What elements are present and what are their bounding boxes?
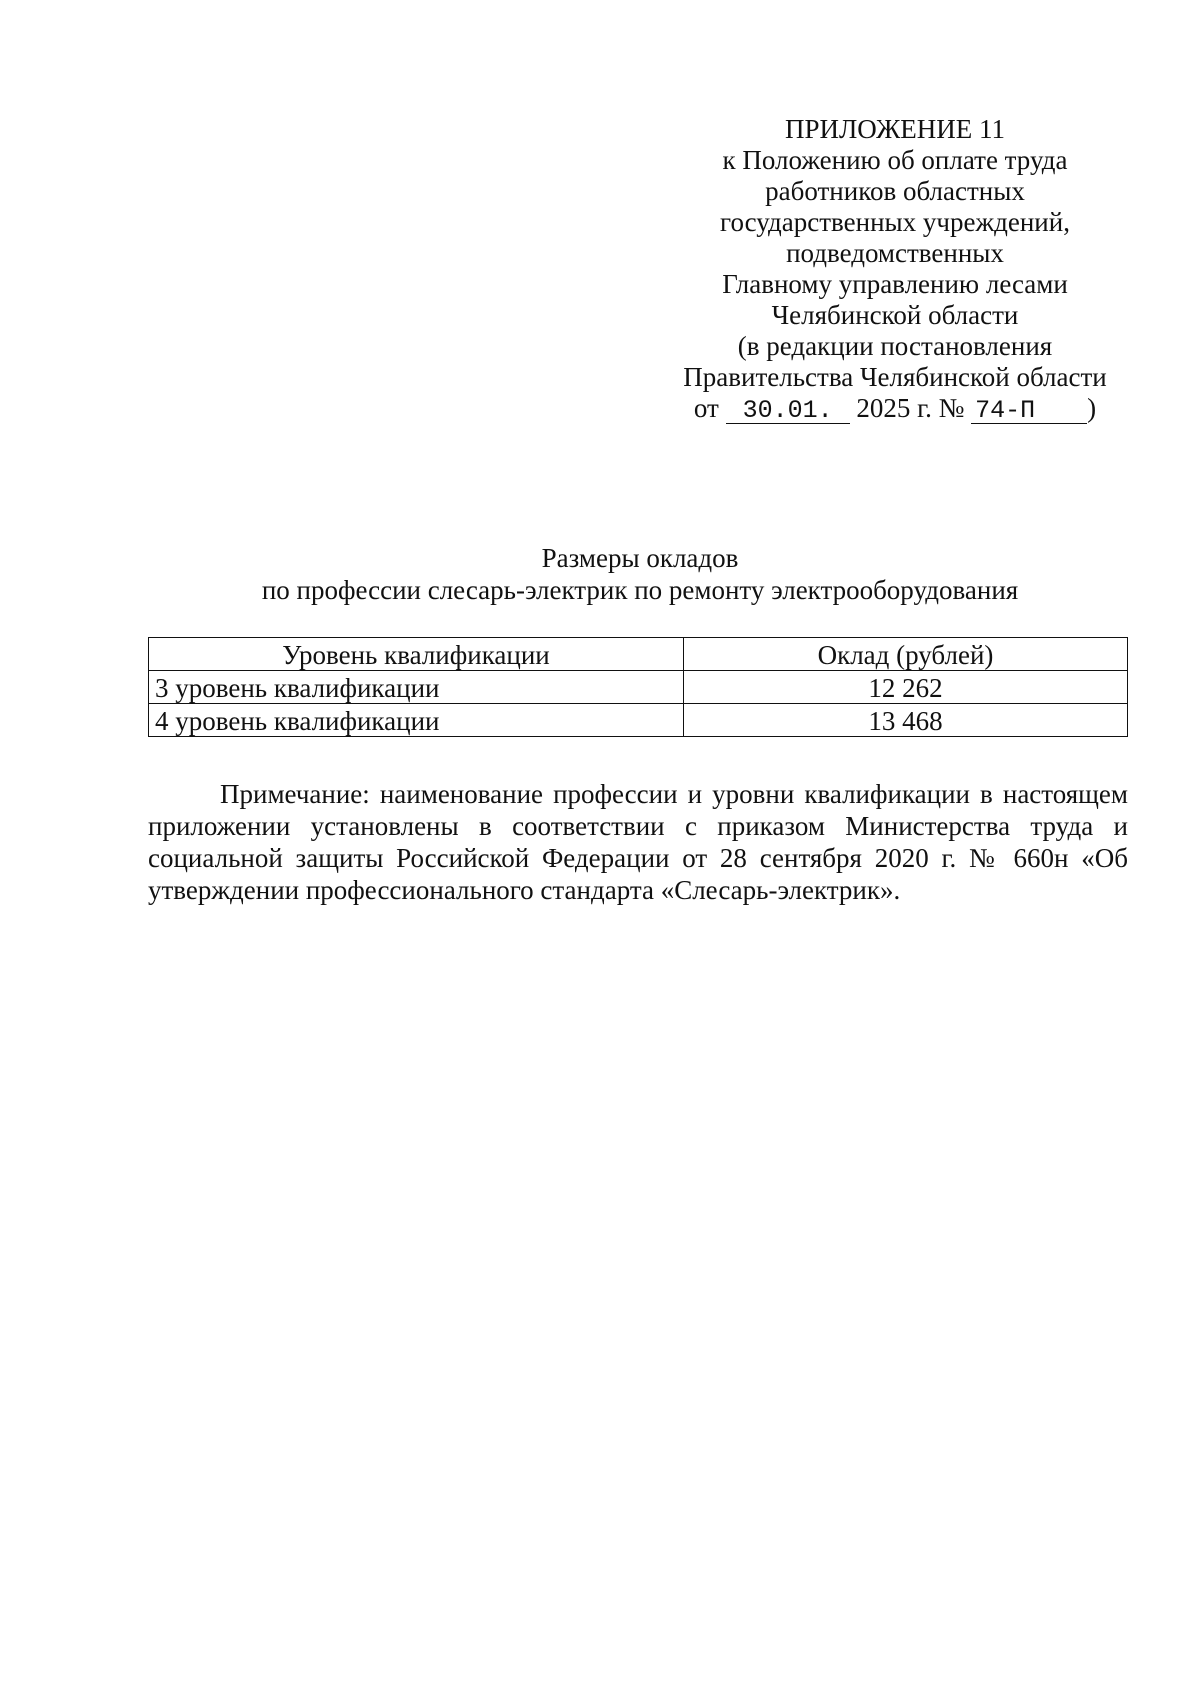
appendix-line: (в редакции постановления (737, 331, 1053, 361)
appendix-line: подведомственных (786, 238, 1004, 268)
resolution-date-line (660, 393, 1130, 424)
appendix-header (660, 114, 1130, 424)
table-title (150, 542, 1130, 606)
resolution-year: 2025 г. № (856, 393, 965, 423)
appendix-line: Челябинской области (771, 300, 1019, 330)
table-row (149, 671, 1128, 704)
qualification-level-cell: 4 уровень квалификации (149, 704, 684, 737)
salary-cell: 12 262 (684, 671, 1128, 704)
note-paragraph: Примечание: наименование профессии и уровни квалификации в настоящем приложении установлены в соответствии с приказом Министерства труда и социальной защиты Российской Федерации от 28 сентября 2020 г. № 660н «Об утверждении профессионального стандарта «Слесарь-электрик». (148, 779, 1128, 905)
appendix-line: к Положению об оплате труда (722, 145, 1068, 175)
table-title-line-2: по профессии слесарь-электрик по ремонту электрооборудования (261, 575, 1019, 605)
appendix-title: ПРИЛОЖЕНИЕ 11 (784, 114, 1006, 144)
appendix-line: государственных учреждений, (720, 207, 1070, 237)
date-prefix: от (693, 393, 719, 423)
table-row (149, 704, 1128, 737)
appendix-line: Главному управлению лесами (722, 269, 1068, 299)
header-qualification-level: Уровень квалификации (149, 638, 684, 671)
header-salary: Оклад (рублей) (684, 638, 1128, 671)
resolution-number: 74-П (971, 398, 1087, 424)
qualification-level-cell: 3 уровень квалификации (149, 671, 684, 704)
salary-cell: 13 468 (684, 704, 1128, 737)
salary-table (148, 637, 1128, 737)
closing-paren: ) (1087, 393, 1097, 423)
appendix-line: Правительства Челябинской области (683, 362, 1107, 392)
resolution-date: 30.01. (726, 398, 850, 424)
appendix-line: работников областных (765, 176, 1025, 206)
table-header-row (149, 638, 1128, 671)
table-title-line-1: Размеры окладов (541, 543, 739, 573)
